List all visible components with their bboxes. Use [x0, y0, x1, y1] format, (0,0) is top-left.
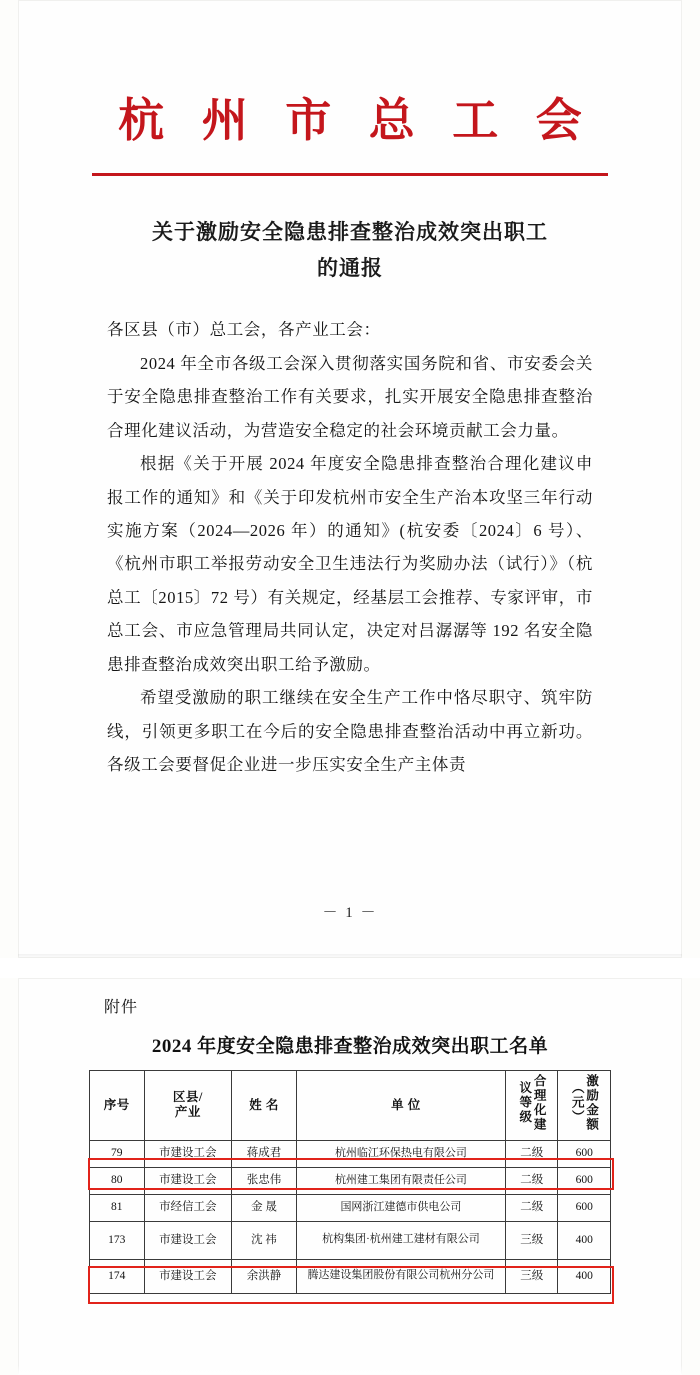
masthead-divider: [92, 173, 608, 176]
column-header-level: [505, 1071, 558, 1141]
cell-area: 市建设工会: [144, 1167, 232, 1194]
attachment-title: 2024 年度安全隐患排查整治成效突出职工名单: [151, 1036, 549, 1057]
roster-table-body: [90, 1140, 611, 1293]
table-row: [90, 1194, 611, 1221]
table-header-row: [90, 1071, 611, 1141]
page-title-line-1: 关于激励安全隐患排查整治成效突出职工: [152, 219, 548, 244]
cell-seq: 174: [90, 1259, 145, 1293]
cell-name: 金 晟: [232, 1194, 297, 1221]
cell-level: 二级: [505, 1167, 558, 1194]
cell-unit: 杭州临江环保热电有限公司: [296, 1140, 505, 1167]
document-body: [107, 313, 593, 782]
page-fade: [18, 1365, 682, 1375]
cell-seq: 81: [90, 1194, 145, 1221]
cell-name: 张忠伟: [232, 1167, 297, 1194]
attachment-label: 附件: [104, 999, 139, 1016]
cell-amount: 400: [558, 1221, 611, 1259]
cell-area: 市建设工会: [144, 1140, 232, 1167]
masthead: [18, 0, 682, 176]
cell-unit: 国网浙江建德市供电公司: [296, 1194, 505, 1221]
body-paragraph-2: 根据《关于开展 2024 年度安全隐患排查整治合理化建议申报工作的通知》和《关于印发杭州市安全生产治本攻坚三年行动实施方案（2024—2026 年）的通知》(杭安委〔2024〕6 号）、《杭州市职工举报劳动安全卫生违法行为奖励办法（试行）》（杭总工〔2015〕72 号）有关规定，经基层工会推荐、专家评审，市总工会、市应急管理局共同认定，决定对吕潺潺等 192 名安全隐患排查整治成效突出职工给予激励。: [107, 454, 593, 674]
page-number: － 1 －: [322, 905, 378, 921]
table-row: [90, 1259, 611, 1293]
cell-unit: 腾达建设集团股份有限公司杭州分公司: [296, 1259, 505, 1293]
body-paragraph-3: 希望受激励的职工继续在安全生产工作中恪尽职守、筑牢防线，引领更多职工在今后的安全隐患排查整治活动中再立新功。各级工会要督促企业进一步压实安全生产主体责: [107, 688, 593, 775]
cell-level: 三级: [505, 1221, 558, 1259]
cell-level: 二级: [505, 1194, 558, 1221]
page-title: [110, 214, 590, 288]
column-header-area-line-1: 区县/: [172, 1089, 203, 1104]
cell-seq: 79: [90, 1140, 145, 1167]
column-header-unit: 单 位: [296, 1071, 505, 1141]
issuing-organization-title: 杭 州 市 总 工 会: [118, 95, 595, 146]
attachment-sheet: [18, 978, 682, 1375]
sheet-separator: [0, 958, 700, 978]
cell-name: 蒋成君: [232, 1140, 297, 1167]
table-row: [90, 1221, 611, 1259]
cell-name: 余洪静: [232, 1259, 297, 1293]
table-row: [90, 1140, 611, 1167]
column-header-seq: 序号: [90, 1071, 145, 1141]
cell-amount: 600: [558, 1140, 611, 1167]
page-title-line-2: 的通报: [317, 256, 383, 281]
column-header-area-line-2: 产业: [174, 1105, 201, 1120]
cell-seq: 80: [90, 1167, 145, 1194]
column-header-area: [144, 1071, 232, 1141]
cell-amount: 400: [558, 1259, 611, 1293]
cell-area: 市建设工会: [144, 1259, 232, 1293]
cell-unit: 杭州建工集团有限责任公司: [296, 1167, 505, 1194]
salutation: 各区县（市）总工会，各产业工会：: [107, 320, 381, 340]
column-header-amount-text: 激励金额（元）: [570, 1074, 599, 1132]
column-header-name: 姓 名: [232, 1071, 297, 1141]
roster-table-head: [90, 1071, 611, 1141]
cell-level: 三级: [505, 1259, 558, 1293]
table-row: [90, 1167, 611, 1194]
cell-area: 市经信工会: [144, 1194, 232, 1221]
column-header-amount: [558, 1071, 611, 1141]
cell-level: 二级: [505, 1140, 558, 1167]
roster-table: [89, 1070, 611, 1294]
column-header-level-text: 合理化建议等级: [517, 1074, 547, 1132]
cell-unit: 杭构集团·杭州建工建材有限公司: [296, 1221, 505, 1259]
cell-amount: 600: [558, 1194, 611, 1221]
notice-sheet: [18, 0, 682, 958]
cell-area: 市建设工会: [144, 1221, 232, 1259]
cell-amount: 600: [558, 1167, 611, 1194]
body-paragraph-1: 2024 年全市各级工会深入贯彻落实国务院和省、市安委会关于安全隐患排查整治工作有关要求，扎实开展安全隐患排查整治合理化建议活动，为营造安全稳定的社会环境贡献工会力量。: [107, 353, 593, 440]
cell-name: 沈 祎: [232, 1221, 297, 1259]
cell-seq: 173: [90, 1221, 145, 1259]
